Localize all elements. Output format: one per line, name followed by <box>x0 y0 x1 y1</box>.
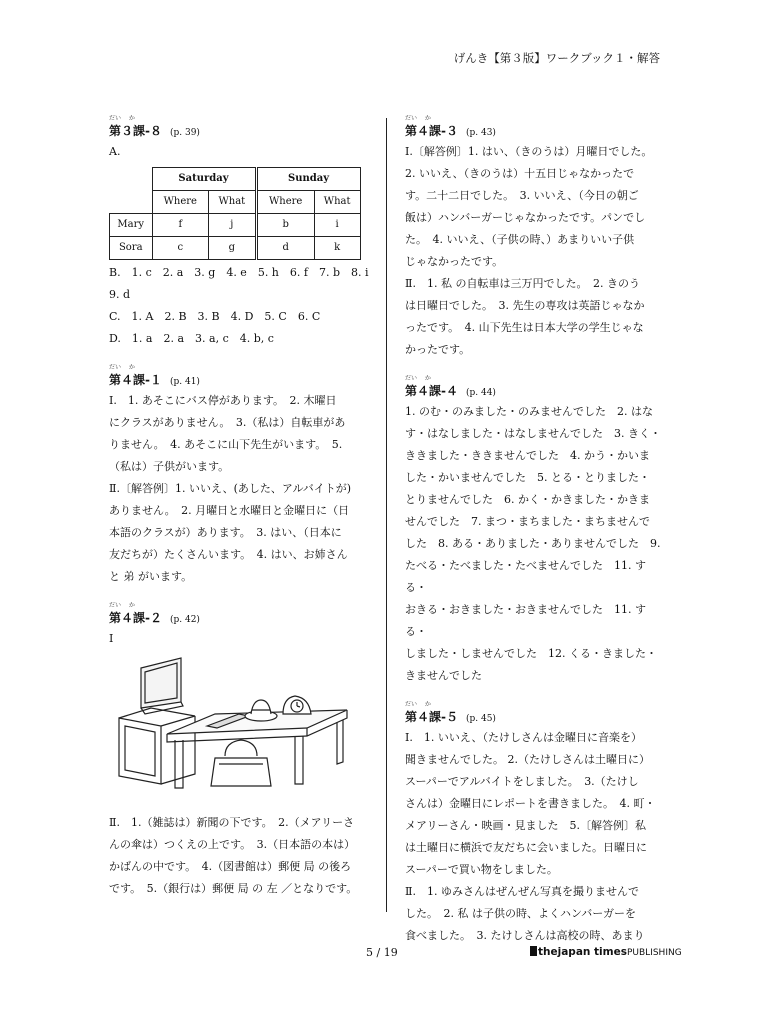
answer-line: かばんの中です。 4.（図書館は）郵便 局 の後ろ <box>109 860 352 873</box>
answer-line: た。 4. いいえ、（子供の時、）あまりいい子供 <box>405 233 635 246</box>
answer-b: B. 1. c 2. a 3. g 4. e 5. h 6. f 7. b 8. i 9. d <box>109 266 380 301</box>
answer-line: 1. のむ・のみました・のみませんでした 2. はな <box>405 405 653 418</box>
answer-line: した 8. ある・ありました・ありませんでした 9. <box>405 537 661 550</box>
section-title-text: 第４課-４ <box>405 384 458 398</box>
answer-line: と 弟 がいます。 <box>109 570 193 583</box>
left-column <box>109 115 380 900</box>
answer-d: D. 1. a 2. a 3. a, c 4. b, c <box>109 332 274 345</box>
schedule-table <box>109 167 361 260</box>
answer-line: とりませんでした 6. かく・かきました・かきま <box>405 493 650 506</box>
answer-line: おきる・おきました・おきませんでした 11. する・ <box>405 603 646 638</box>
table-cell: d <box>256 237 314 260</box>
answer-line: は土曜日に横浜で友だちに会いました。日曜日に <box>405 841 647 854</box>
answer-line: スーパーで買い物をしました。 <box>405 863 558 876</box>
page-header: げんき【第３版】ワークブック１・解答 <box>453 51 660 65</box>
section-furigana: だい か <box>405 115 431 122</box>
section-furigana: だい か <box>405 375 431 382</box>
table-subheader-where: Where <box>256 191 314 214</box>
table-row <box>110 237 361 260</box>
answer-line: Ⅰ.〔解答例〕1. はい、（きのうは）月曜日でした。 <box>405 145 653 158</box>
table-cell: b <box>256 214 314 237</box>
section-furigana: だい か <box>405 701 431 708</box>
answer-line: 聞きませんでした。 2.（たけしさんは土曜日に） <box>405 753 650 766</box>
answer-line: （私は）子供がいます。 <box>109 460 230 473</box>
section-4-1 <box>109 364 369 588</box>
answer-line: にクラスがありません。 3.（私は）自転車があ <box>109 416 346 429</box>
answer-line: 本語のクラスが）あります。 3. はい、（日本に <box>109 526 342 539</box>
answer-line: 食べました。 3. たけしさんは高校の時、あまり <box>405 929 645 942</box>
page-number: 5 / 19 <box>366 946 398 959</box>
answer-line: かったです。 <box>405 343 471 356</box>
answer-line: じゃなかったです。 <box>405 255 504 268</box>
answer-line: 飯は）ハンバーガーじゃなかったです。パンでし <box>405 211 646 224</box>
table-header-saturday: Saturday <box>152 168 256 191</box>
logo-icon <box>530 946 537 956</box>
room-illustration <box>111 656 359 796</box>
answer-line: Ⅰ. 1. あそこにバス停があります。 2. 木曜日 <box>109 394 337 407</box>
section-title <box>405 383 665 401</box>
logo-publishing: PUBLISHING <box>626 948 682 958</box>
answer-line: スーパーでアルバイトをしました。 3.（たけし <box>405 775 639 788</box>
section-page-ref: (p. 43) <box>465 128 496 138</box>
table-cell: g <box>209 237 256 260</box>
table-subheader-where: Where <box>152 191 209 214</box>
part-label-i: Ⅰ <box>109 632 114 645</box>
answer-line: メアリーさん・映画・見ました 5.〔解答例〕私 <box>405 819 647 832</box>
section-page-ref: (p. 44) <box>465 388 496 398</box>
answer-line: たべる・たべました・たべませんでした 11. する・ <box>405 559 646 594</box>
table-subheader-what: What <box>314 191 360 214</box>
section-title <box>405 123 665 141</box>
answer-line: Ⅱ. 1.（雑誌は）新聞の下です。 2.（メアリーさ <box>109 816 355 829</box>
answer-line: です。 5.（銀行は）郵便 局 の 左 ／となりです。 <box>109 882 358 895</box>
section-furigana: だい か <box>109 364 135 371</box>
publisher-logo <box>530 946 682 958</box>
answer-line: Ⅰ. 1. いいえ、（たけしさんは金曜日に音楽を） <box>405 731 642 744</box>
section-title <box>109 372 369 390</box>
answer-line: した・かいませんでした 5. とる・とりました・ <box>405 471 650 484</box>
answer-line: す・はなしました・はなしませんでした 3. きく・ <box>405 427 661 440</box>
answer-line: Ⅱ. 1. 私 の自転車は三万円でした。 2. きのう <box>405 277 640 290</box>
section-title-text: 第４課-３ <box>405 124 458 138</box>
answer-line: んの傘は）つくえの上です。 3.（日本語の本は） <box>109 838 356 851</box>
section-furigana: だい か <box>109 115 135 122</box>
table-row <box>110 214 361 237</box>
section-title-text: 第３課-８ <box>109 124 162 138</box>
section-title-text: 第４課-２ <box>109 611 162 625</box>
table-cell: i <box>314 214 360 237</box>
answer-line: 友だちが）たくさんいます。 4. はい、お姉さん <box>109 548 348 561</box>
answer-line: せんでした 7. まつ・まちました・まちませんで <box>405 515 650 528</box>
section-4-5 <box>405 701 665 947</box>
logo-the: the <box>538 946 558 958</box>
table-cell: j <box>209 214 256 237</box>
section-furigana: だい か <box>109 602 135 609</box>
answer-line: Ⅱ. 1. ゆみさんはぜんぜん写真を撮りませんで <box>405 885 639 898</box>
answer-line: す。二十二日でした。 3. いいえ、（今日の朝ご <box>405 189 639 202</box>
table-cell: f <box>152 214 209 237</box>
section-page-ref: (p. 39) <box>169 128 200 138</box>
table-cell: Sora <box>110 237 153 260</box>
table-corner <box>110 191 153 214</box>
answer-line: きませんでした <box>405 669 482 682</box>
answer-line: ったです。 4. 山下先生は日本大学の学生じゃな <box>405 321 644 334</box>
answer-line: は日曜日でした。 3. 先生の専攻は英語じゃなか <box>405 299 645 312</box>
answer-line: ききました・ききませんでした 4. かう・かいま <box>405 449 650 462</box>
answer-line: さんは）金曜日にレポートを書きました。 4. 町・ <box>405 797 656 810</box>
section-3-8 <box>109 115 380 350</box>
logo-japantimes: japan times <box>557 946 627 958</box>
section-4-3 <box>405 115 665 361</box>
table-cell: Mary <box>110 214 153 237</box>
section-title <box>109 610 369 628</box>
right-column <box>405 115 665 947</box>
answer-line: Ⅱ.〔解答例〕1. いいえ、(あした、アルバイトが) <box>109 482 351 495</box>
answer-c: C. 1. A 2. B 3. B 4. D 5. C 6. C <box>109 310 321 323</box>
column-divider <box>386 118 387 912</box>
section-title-text: 第４課-５ <box>405 710 458 724</box>
section-title <box>109 123 369 141</box>
answer-line: した。 2. 私 は子供の時、よくハンバーガーを <box>405 907 636 920</box>
section-page-ref: (p. 41) <box>169 377 200 387</box>
section-4-2 <box>109 602 369 900</box>
answer-line: 2. いいえ、（きのうは）十五日じゃなかったで <box>405 167 635 180</box>
answer-line: りません。 4. あそこに山下先生がいます。 5. <box>109 438 343 451</box>
part-label-a: A. <box>109 145 121 158</box>
table-cell: k <box>314 237 360 260</box>
section-title <box>405 709 665 727</box>
table-subheader-what: What <box>209 191 256 214</box>
answer-line: ありません。 2. 月曜日と水曜日と金曜日に（日 <box>109 504 350 517</box>
section-title-text: 第４課-１ <box>109 373 162 387</box>
section-4-4 <box>405 375 665 687</box>
table-header-sunday: Sunday <box>256 168 360 191</box>
section-page-ref: (p. 42) <box>169 615 200 625</box>
section-page-ref: (p. 45) <box>465 714 496 724</box>
table-cell: c <box>152 237 209 260</box>
answer-line: しました・しませんでした 12. くる・きました・ <box>405 647 657 660</box>
table-corner <box>110 168 153 191</box>
